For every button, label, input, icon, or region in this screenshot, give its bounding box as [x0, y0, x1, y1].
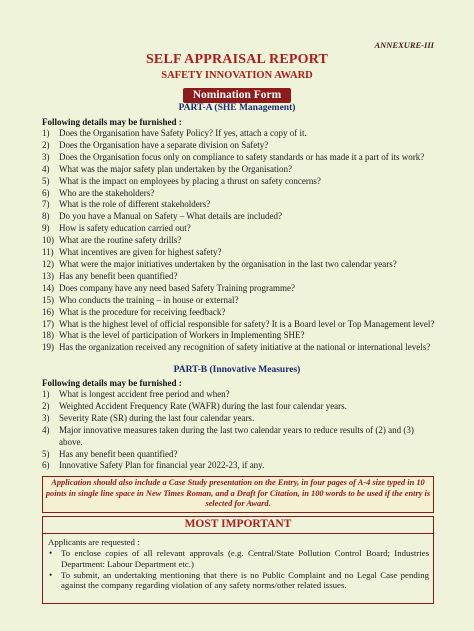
- question-text: What is the highest level of official responsible for safety? It is a Board level or Top Management level?: [59, 318, 435, 329]
- part-a-lead: Following details may be furnished :: [42, 117, 182, 127]
- question-text: Has any benefit been quantified?: [59, 270, 178, 281]
- applicants-intro: Applicants are requested :: [48, 537, 140, 547]
- part-b-question-list: [42, 389, 437, 472]
- bullet-text: To submit, an undertaking mentioning that there is no Public Complaint and no Legal Case pending against the company regarding violation of any safety norms/other related issues.: [61, 569, 429, 591]
- question-item: [42, 460, 437, 472]
- question-item: [42, 188, 437, 200]
- question-number: 12): [42, 258, 54, 269]
- question-number: 14): [42, 282, 54, 293]
- question-item: [42, 223, 437, 235]
- question-number: 3): [42, 151, 50, 162]
- question-item: [42, 401, 437, 413]
- question-number: 3): [42, 412, 50, 423]
- question-item: [42, 199, 437, 211]
- question-number: 9): [42, 223, 50, 234]
- award-subtitle: SAFETY INNOVATION AWARD: [161, 70, 313, 81]
- question-number: 5): [42, 175, 50, 186]
- question-text: What were the major initiatives undertaken by the organisation in the last two calendar years?: [59, 258, 397, 269]
- question-text: Who conducts the training – in house or external?: [59, 294, 239, 305]
- question-text: Does company have any need based Safety Training programme?: [59, 282, 295, 293]
- question-text: What is the level of participation of Workers in Implementing SHE?: [59, 330, 305, 341]
- question-text: Does the Organisation focus only on compliance to safety standards or has made it a part of its work?: [59, 151, 425, 162]
- question-item: [42, 283, 437, 295]
- question-item: [42, 259, 437, 271]
- question-number: 4): [42, 424, 50, 435]
- bullet-icon: •: [49, 569, 53, 580]
- question-number: 16): [42, 306, 54, 317]
- part-a-question-list: [42, 128, 437, 354]
- bullet-text: To enclose copies of all relevant approvals (e.g. Central/State Pollution Control Board; Industries Department: Labour Department etc.): [61, 548, 429, 569]
- question-text: Has any benefit been quantified?: [59, 448, 178, 459]
- question-text: What incentives are given for highest safety?: [59, 247, 222, 258]
- most-important-heading: MOST IMPORTANT: [43, 517, 433, 534]
- question-item: [42, 247, 437, 259]
- part-a-title: PART-A (SHE Management): [178, 103, 296, 113]
- question-text: What is the procedure for receiving feedback?: [59, 306, 226, 317]
- question-item: [42, 140, 437, 152]
- report-title: SELF APPRAISAL REPORT: [145, 52, 329, 67]
- annexure-label: ANNEXURE-III: [374, 40, 434, 50]
- question-item: [42, 176, 437, 188]
- question-text: Do you have a Manual on Safety – What details are included?: [59, 211, 283, 222]
- question-number: 1): [42, 128, 50, 138]
- question-item: [42, 342, 437, 354]
- question-item: [42, 425, 437, 449]
- most-important-box: [42, 516, 434, 604]
- case-study-note: Application should also include a Case Study presentation on the Entry, in four pages of A-4 size typed in 10 points in single line space in New Times Roman, and a Draft for Citation, in 100 words to be used if the entry is selected for Award.: [42, 476, 434, 513]
- important-bullet: [49, 570, 429, 592]
- question-number: 19): [42, 342, 54, 353]
- question-item: [42, 164, 437, 176]
- question-text: What was the major safety plan undertaken by the Organisation?: [59, 163, 293, 174]
- question-text: Weighted Accident Frequency Rate (WAFR) during the last four calendar years.: [59, 400, 347, 411]
- question-number: 13): [42, 270, 54, 281]
- part-b-title: PART-B (Innovative Measures): [173, 365, 301, 375]
- question-text: What are the routine safety drills?: [59, 235, 182, 246]
- bullet-icon: •: [49, 548, 53, 558]
- question-item: [42, 211, 437, 223]
- question-text: What is the role of different stakeholders?: [59, 199, 211, 210]
- question-text: What is longest accident free period and when?: [59, 389, 230, 399]
- question-item: [42, 413, 437, 425]
- part-b-lead: Following details may be furnished :: [42, 378, 182, 388]
- question-text: Does the Organisation have Safety Policy? If yes, attach a copy of it.: [59, 128, 307, 138]
- question-text: Does the Organisation have a separate division on Safety?: [59, 139, 269, 150]
- question-item: [42, 389, 437, 401]
- important-bullet: [49, 548, 429, 570]
- question-number: 6): [42, 187, 50, 198]
- question-item: [42, 330, 437, 342]
- question-number: 4): [42, 163, 50, 174]
- question-item: [42, 319, 437, 331]
- question-number: 6): [42, 460, 50, 471]
- question-text: Has the organization received any recognition of safety initiative at the national or international levels?: [59, 342, 431, 353]
- question-text: How is safety education carried out?: [59, 223, 191, 234]
- question-number: 15): [42, 294, 54, 305]
- question-text: Severity Rate (SR) during the last four calendar years.: [59, 412, 255, 423]
- question-number: 8): [42, 211, 50, 222]
- question-text: What is the impact on employees by placing a thrust on safety concerns?: [59, 175, 321, 186]
- question-item: [42, 295, 437, 307]
- question-number: 2): [42, 139, 50, 150]
- question-number: 10): [42, 235, 54, 246]
- question-item: [42, 271, 437, 283]
- question-number: 7): [42, 199, 50, 210]
- question-number: 5): [42, 448, 50, 459]
- question-number: 1): [42, 389, 50, 399]
- question-item: [42, 152, 437, 164]
- question-text: Major innovative measures taken during the last two calendar years to reduce results of (2) and (3) above.: [59, 424, 414, 447]
- question-item: [42, 449, 437, 461]
- question-item: [42, 235, 437, 247]
- form-badge-row: [0, 85, 474, 103]
- question-number: 17): [42, 318, 54, 329]
- question-item: [42, 128, 437, 140]
- nomination-form-badge: Nomination Form: [183, 88, 291, 103]
- question-number: 11): [42, 247, 54, 258]
- question-item: [42, 307, 437, 319]
- question-text: Innovative Safety Plan for financial year 2022-23, if any.: [59, 460, 265, 471]
- question-number: 18): [42, 330, 54, 341]
- important-bullet-list: [43, 548, 433, 591]
- question-text: Who are the stakeholders?: [59, 187, 155, 198]
- question-number: 2): [42, 400, 50, 411]
